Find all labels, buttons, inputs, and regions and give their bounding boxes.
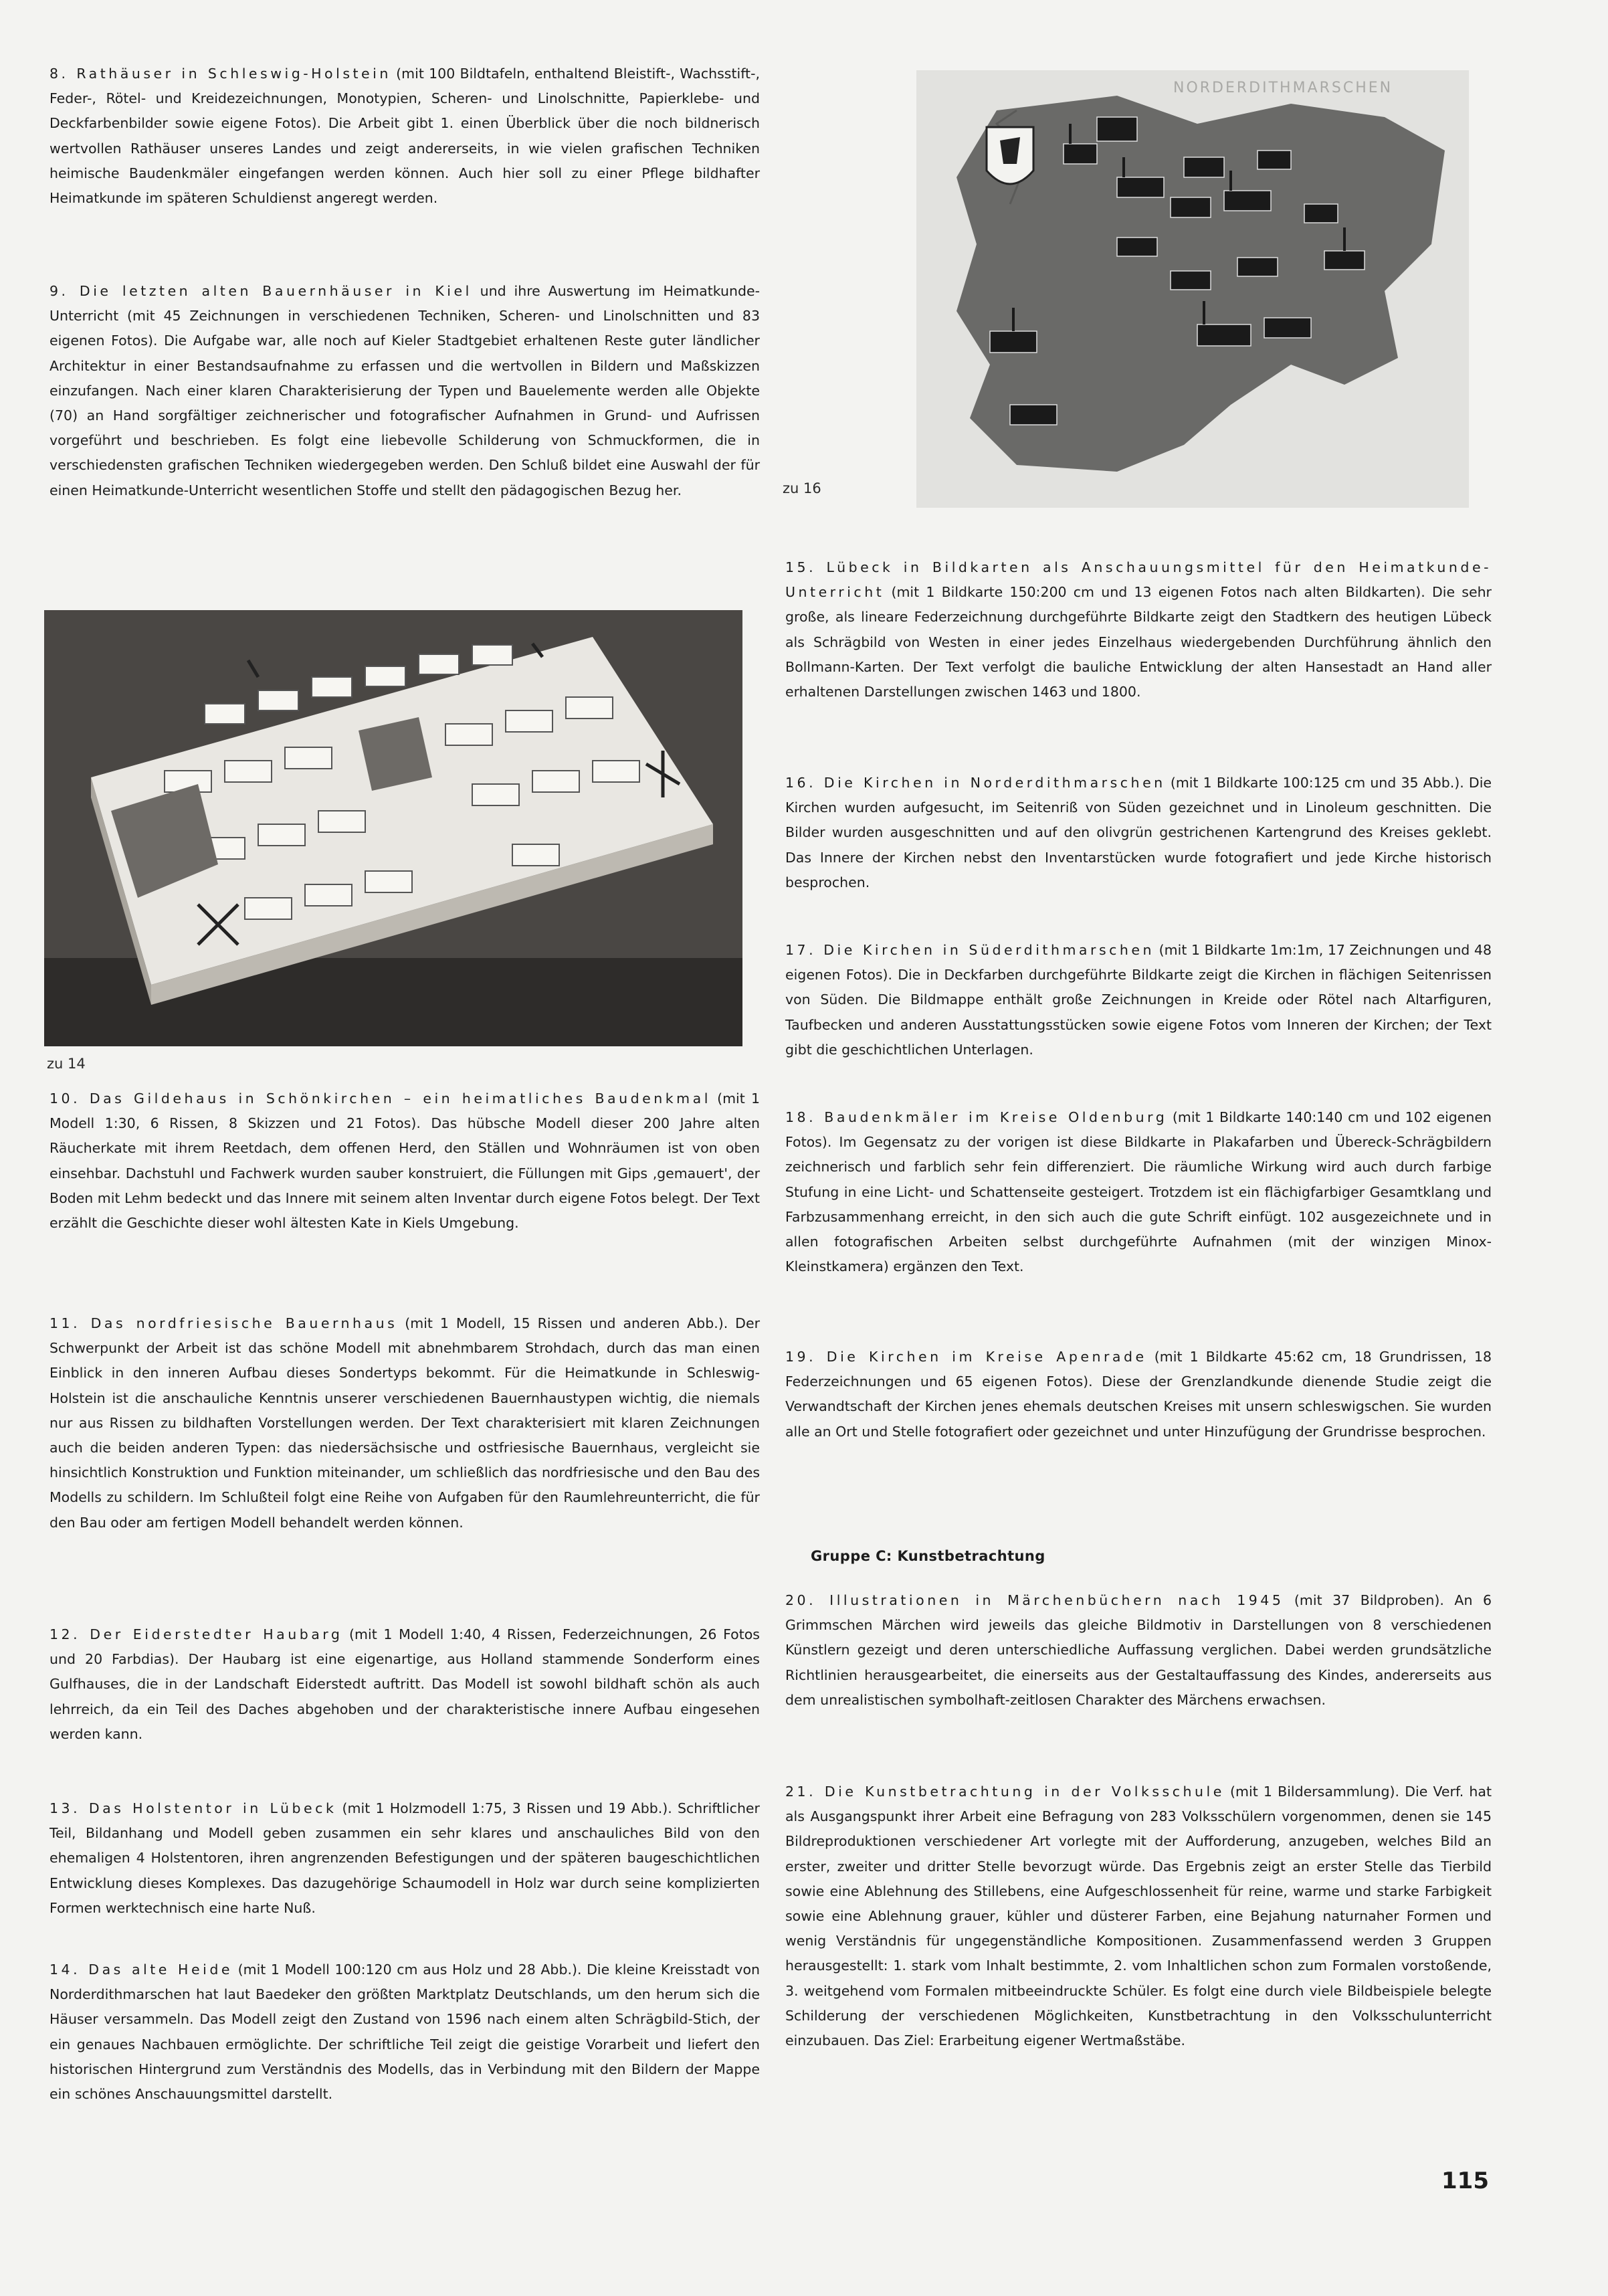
entry-14: 14. Das alte Heide (mit 1 Modell 100:120 cm aus Holz und 28 Abb.). Die kleine Kreisstadt von Norderdithmarschen hat laut Baedeker den größten Marktplatz Deutschlands, um den herum sich die Häuser versammeln. Das Modell zeigt den Zustand von 1596 nach einem alten Schrägbild-Stich, der ein genaues Nachbauen ermöglichte. Der schriftliche Teil zeigt die geistige Vorarbeit und liefert den historischen Hintergrund zum Verständnis des Modells, das in Verbindung mit den Bildern der Mappe ein schönes Anschauungsmittel darstellt. <box>49 1962 760 2103</box>
town-model-image <box>44 610 742 1046</box>
entry-16: 16. Die Kirchen in Norderdithmarschen (mit 1 Bildkarte 100:125 cm und 35 Abb.). Die Kirchen wurden aufgesucht, im Seitenriß von Süden gezeichnet und in Linoleum geschnitten. Die Bilder wurden ausgeschnitten und auf den olivgrün gestrichenen Kartengrund des Kreises geklebt. Das Innere der Kirchen nebst den Inventarstücken wurde fotografiert und jede Kirche historisch besprochen. <box>785 775 1492 890</box>
entry-13: 13. Das Holstentor in Lübeck (mit 1 Holzmodell 1:75, 3 Rissen und 19 Abb.). Schriftlicher Teil, Bildanhang und Modell geben zusammen ein sehr klares und anschauliches Bild von den ehemaligen 4 Holstentoren, ihren angrenzenden Befestigungen und der späteren baugeschichtlichen Entwicklung dieses Komplexes. Das dazugehörige Schaumodell in Holz war durch seine komplizierten Formen werktechnisch eine harte Nuß. <box>49 1800 760 1916</box>
map-title-label: NORDERDITHMARSCHEN <box>1173 80 1393 96</box>
entry-11: 11. Das nordfriesische Bauernhaus (mit 1 Modell, 15 Rissen und anderen Abb.). Der Schwerpunkt der Arbeit ist das schöne Modell mit abnehmbarem Strohdach, durch das man einen Einblick in den inneren Aufbau dieses Sondertyps bekommt. Für die Heimatkunde in Schleswig-Holstein ist die anschauliche Kenntnis unserer verschiedenen Bauernhaustypen wichtig, die niemals nur aus Rissen zu bildhaften Vorstellungen werden. Der Text charakterisiert mit klaren Zeichnungen auch die beiden anderen Typen: das niedersächsische und ostfriesische Bauernhaus, vergleicht sie hinsichtlich Konstruktion und Funktion miteinander, um schließlich das nordfriesische und den Bau des Modells zu schildern. Im Schlußteil folgt eine Reihe von Aufgaben für den Raumlehreunterricht, die für den Bau oder am fertigen Modell behandelt werden können. <box>49 1315 761 1531</box>
church-map-image <box>916 70 1469 508</box>
norderdithmarschen-map <box>916 70 1469 508</box>
entry-17: 17. Die Kirchen in Süderdithmarschen (mit 1 Bildkarte 1m:1m, 17 Zeichnungen und 48 eigenen Fotos). Die in Deckfarben durchgeführte Bildkarte zeigt die Kirchen in flächigen Seitenrissen von Süden. Die Bildmappe enthält große Zeichnungen in Kreide oder Rötel nach Altarfiguren, Taufbecken und anderen Ausstattungsstücken sowie eigene Fotos vom Inneren der Kirchen; der Text gibt die geschichtlichen Unterlagen. <box>785 942 1492 1058</box>
entry-21: 21. Die Kunstbetrachtung in der Volksschule (mit 1 Bildersammlung). Die Verf. hat als Ausgangspunkt ihrer Arbeit eine Befragung von 283 Volksschülern vorgenommen, denen sie 145 Bildreproduktionen verschiedener Art vorlegte mit der Aufforderung, anzugeben, welches Bild an erster, zweiter und dritter Stelle bevorzugt würde. Das Ergebnis zeigt an erster Stelle das Tierbild sowie eine Ablehnung des Stillebens, eine Aufgeschlossenheit für reine, warme und starke Farbigkeit sowie eine Ablehnung grauer, kühler und düsterer Farben, eine Bejahung naturnaher Formen und wenig Verständnis für ungegenständliche Kompositionen. Zusammenfassend werden 3 Gruppen herausgestellt: 1. stark vom Inhalt bestimmte, 2. vom Inhaltlichen schon zum Formalen vorstoßende, 3. weitgehend vom Formalen mitbeeindruckte Schüler. Es folgt eine durch viele Bildbeispiele belegte Schilderung der verschiedenen Möglichkeiten, Kunstbetrachtung in den Volksschulunterricht einzubauen. Das Ziel: Erarbeitung eigener Wertmaßstäbe. <box>785 1784 1492 2049</box>
entry-18: 18. Baudenkmäler im Kreise Oldenburg (mit 1 Bildkarte 140:140 cm und 102 eigenen Fotos). Im Gegensatz zu der vorigen ist diese Bildkarte in Plakafarben und Übereck-Schrägbildern zeichnerisch und farblich sehr fein differenziert. Die räumliche Wirkung wird auch durch farbige Stufung in eine Licht- und Schattenseite gesteigert. Trotzdem ist ein flächigfarbiger Gesamtklang und Farbzusammenhang erreicht, in den sich auch die gute Schrift einfügt. 102 ausgezeichnete und in allen fotografischen Arbeiten selbst durchgeführte Aufnahmen (mit der winzigen Minox-Kleinstkamera) ergänzen den Text. <box>785 1109 1492 1275</box>
entry-8: 8. Rathäuser in Schleswig-Holstein (mit 100 Bildtafeln, enthaltend Bleistift-, Wachsstift-, Feder-, Rötel- und Kreidezeichnungen, Monotypien, Scheren- und Linolschnitte, Papierklebe- und Deckfarbenbilder sowie eigene Fotos). Die Arbeit gibt 1. einen Überblick über die noch bildnerisch wertvollen Rathäuser unseres Landes und zeigt andererseits, in wie vielen grafischen Techniken heimische Baudenkmäler eingefangen werden können. Auch hier soll zu einer Pflege bildhafter Heimatkunde im späteren Schuldienst angeregt werden. <box>49 66 760 207</box>
page-number: 115 <box>1441 2168 1489 2194</box>
entry-20: 20. Illustrationen in Märchenbüchern nach 1945 (mit 37 Bildproben). An 6 Grimmschen Märchen wird jeweils das gleiche Bildmotiv in Darstellungen von 8 verschiedenen Künstlern gezeigt und deren unterschiedliche Auffassung verglichen. Dabei werden grundsätzliche Richtlinien herausgearbeitet, die einerseits aus der Gestaltauffassung des Kindes, andererseits aus dem unrealistischen symbolhaft-zeitlosen Charakter des Märchens erwachsen. <box>785 1592 1492 1708</box>
caption-zu-14: zu 14 <box>47 1056 86 1072</box>
entry-10: 10. Das Gildehaus in Schönkirchen – ein heimatliches Baudenkmal (mit 1 Modell 1:30, 6 Rissen, 8 Skizzen und 21 Fotos). Das hübsche Modell dieser 200 Jahre alten Räucherkate mit ihrem Reetdach, dem offenen Herd, den Ställen und Wohnräumen ist von oben einsehbar. Dachstuhl und Fachwerk wurden sauber konstruiert, die Füllungen mit Gips ‚gemauert', der Boden mit Lehm bedeckt und das Innere mit seinem alten Inventar durch eigene Fotos belegt. Der Text erzählt die Geschichte dieser wohl ältesten Kate in Kiels Umgebung. <box>49 1090 760 1232</box>
entry-12: 12. Der Eiderstedter Haubarg (mit 1 Modell 1:40, 4 Rissen, Federzeichnungen, 26 Fotos und 20 Farbdias). Der Haubarg ist eine eigenartige, aus Holland stammende Sonderform eines Gulfhauses, die in der Landschaft Eiderstedt auftritt. Das Modell ist sowohl bildhaft schön als auch lehrreich, da ein Teil des Daches abgehoben und der charakteristische innere Aufbau eingesehen werden kann. <box>49 1626 760 1742</box>
entry-19: 19. Die Kirchen im Kreise Apenrade (mit 1 Bildkarte 45:62 cm, 18 Grundrissen, 18 Federzeichnungen und 65 eigenen Fotos). Diese der Grenzlandkunde dienende Studie zeigt die Verwandtschaft der Kirchen jenes ehemals deutschen Kreises mit unsern schleswigschen. Sie wurden alle an Ort und Stelle fotografiert oder gezeichnet und unter Hinzufügung der Grundrisse besprochen. <box>785 1349 1492 1440</box>
caption-zu-16: zu 16 <box>783 480 821 496</box>
group-c-heading: Gruppe C: Kunstbetrachtung <box>811 1548 1045 1564</box>
entry-15: 15. Lübeck in Bildkarten als Anschauungsmittel für den Heimatkunde-Unterricht (mit 1 Bildkarte 150:200 cm und 13 eigenen Fotos nach alten Bildkarten). Die sehr große, als lineare Federzeichnung durchgeführte Bildkarte zeigt den Stadtkern des heutigen Lübeck als Schrägbild von Westen in einer jedes Einzelhaus wiedergebenden Durchführung ähnlich den Bollmann-Karten. Der Text verfolgt die bauliche Entwicklung der alten Hansestadt an Hand aller erhaltenen Darstellungen zwischen 1463 und 1800. <box>785 559 1492 700</box>
model-photograph <box>44 610 742 1046</box>
entry-9: 9. Die letzten alten Bauernhäuser in Kiel und ihre Auswertung im Heimatkunde-Unterricht (mit 45 Zeichnungen in verschiedenen Techniken, Scheren- und Linolschnitten und 83 eigenen Fotos). Die Aufgabe war, alle noch auf Kieler Stadtgebiet erhaltenen Reste guter ländlicher Architektur in einer Bestandsaufnahme zu erfassen und die wertvollen in Bildern und Maßskizzen einzufangen. Nach einer klaren Charakterisierung der Typen und Bauelemente werden alle Objekte (70) an Hand sorgfältiger zeichnerischer und fotografischer Aufnahmen in Grund- und Aufrissen vorgeführt und beschrieben. Es folgt eine liebevolle Schilderung von Schmuckformen, die in verschiedensten grafischen Techniken wiedergegeben werden. Den Schluß bildet eine Auswahl der für einen Heimatkunde-Unterricht wesentlichen Stoffe und stellt den pädagogischen Bezug her. <box>49 283 760 498</box>
